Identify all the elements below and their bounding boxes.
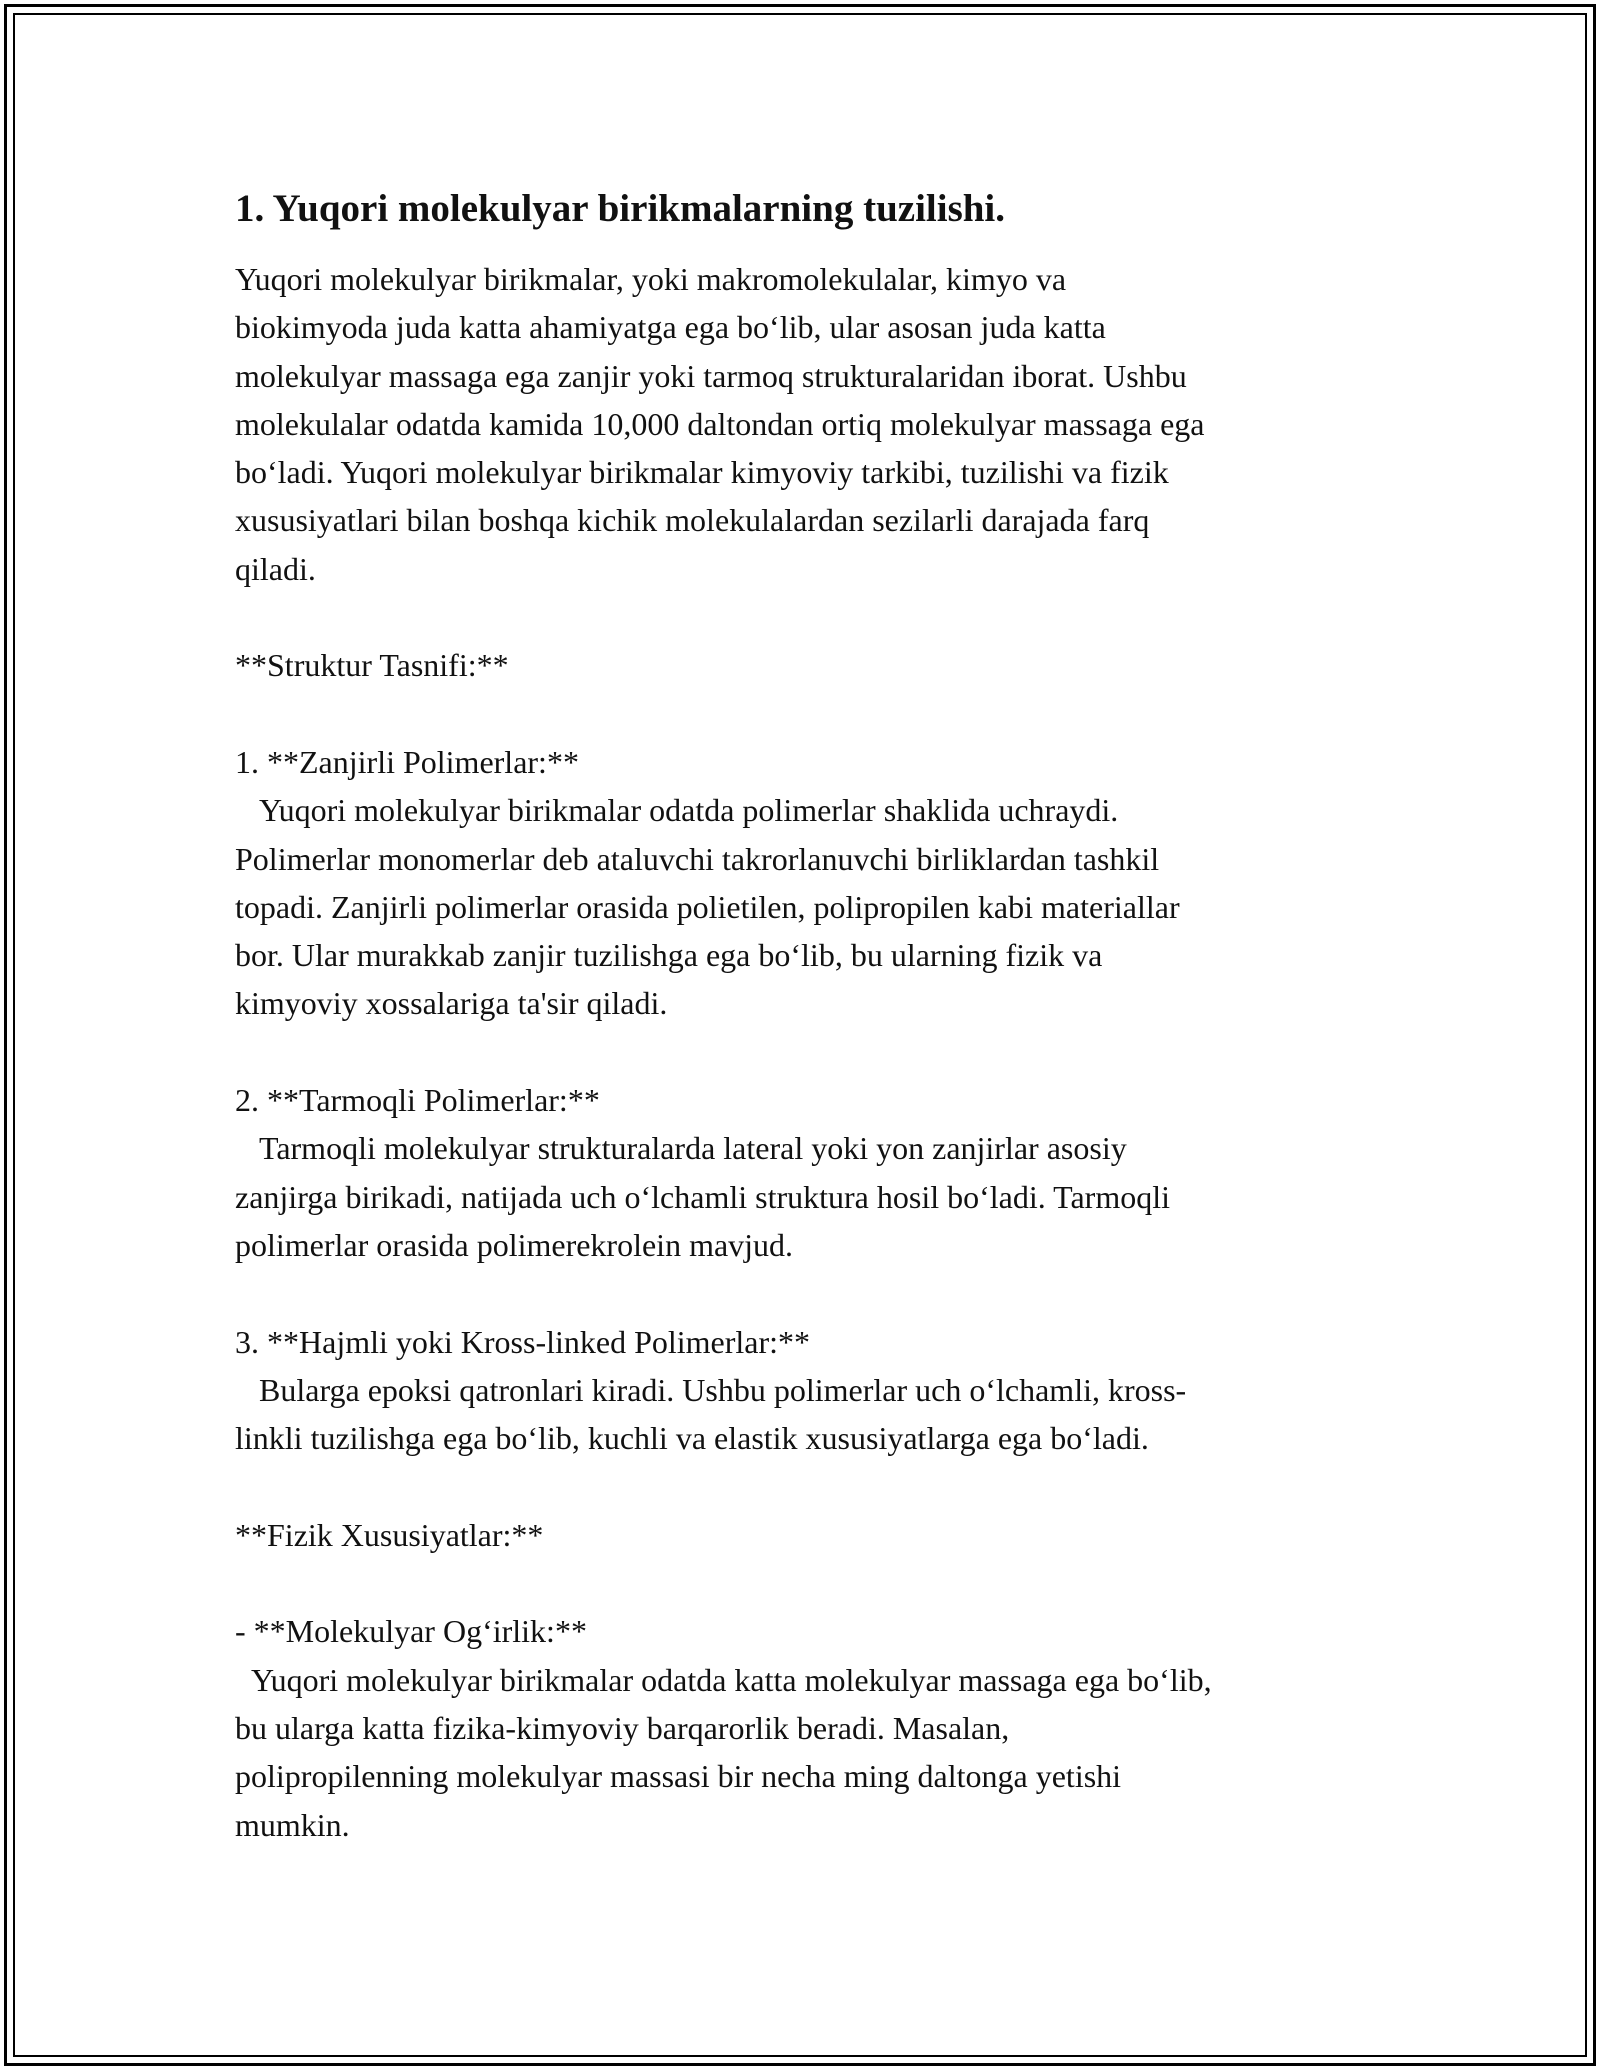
network-polymers-title: 2. **Tarmoqli Polimerlar:** — [235, 1082, 600, 1119]
spacer — [235, 1559, 1365, 1607]
crosslinked-polymers-body: Bularga epoksi qatronlari kiradi. Ushbu polimerlar uch o‘lchamli, kross- linkli tuzilishga ega bo‘lib, kuchli va elastik xususiyatlarga ega bo‘ladi. — [235, 1371, 1187, 1457]
molecular-weight-body: Yuqori molekulyar birikmalar odatda katta molekulyar massaga ega bo‘lib, bu ularga katta fizika-kimyoviy barqarorlik beradi. Masalan, polipropilenning molekulyar massasi bir necha ming daltonga yetishi mumkin. — [235, 1661, 1212, 1843]
section-heading: 1. Yuqori molekulyar birikmalarning tuzilishi. — [235, 187, 1006, 230]
spacer — [235, 690, 1365, 738]
intro-paragraph: Yuqori molekulyar birikmalar, yoki makromolekulalar, kimyo va biokimyoda juda katta ahamiyatga ega bo‘lib, ular asosan juda katta molekulyar massaga ega zanjir yoki tarmoq strukturalaridan iborat. Ushbu molekulalar odatda kamida 10,000 daltondan ortiq molekulyar massaga ega bo‘ladi. Yuqori molekulyar birikmalar kimyoviy tarkibi, tuzilishi va fizik xususiyatlari bilan boshqa kichik molekulalardan sezilarli darajada farq qiladi. — [235, 261, 1205, 587]
structure-classification-title: **Struktur Tasnifi:** — [235, 647, 509, 684]
spacer — [235, 1028, 1365, 1076]
network-polymers-body: Tarmoqli molekulyar strukturalarda lateral yoki yon zanjirlar asosiy zanjirga birikadi, natijada uch o‘lchamli struktura hosil bo‘ladi. Tarmoqli polimerlar orasida polimerekrolein mavjud. — [235, 1130, 1170, 1263]
spacer — [235, 1269, 1365, 1317]
spacer — [235, 1462, 1365, 1510]
crosslinked-polymers-title: 3. **Hajmli yoki Kross-linked Polimerlar:** — [235, 1323, 811, 1360]
spacer — [235, 593, 1365, 641]
physical-properties-title: **Fizik Xususiyatlar:** — [235, 1516, 544, 1553]
chain-polymers-title: 1. **Zanjirli Polimerlar:** — [235, 743, 579, 780]
molecular-weight-title: - **Molekulyar Og‘irlik:** — [235, 1613, 587, 1650]
document-body — [235, 185, 1365, 1849]
chain-polymers-body: Yuqori molekulyar birikmalar odatda polimerlar shaklida uchraydi. Polimerlar monomerlar deb ataluvchi takrorlanuvchi birliklardan tashkil topadi. Zanjirli polimerlar orasida polietilen, polipropilen kabi materiallar bor. Ular murakkab zanjir tuzilishga ega bo‘lib, bu ularning fizik va kimyoviy xossalariga ta'sir qiladi. — [235, 792, 1180, 1022]
